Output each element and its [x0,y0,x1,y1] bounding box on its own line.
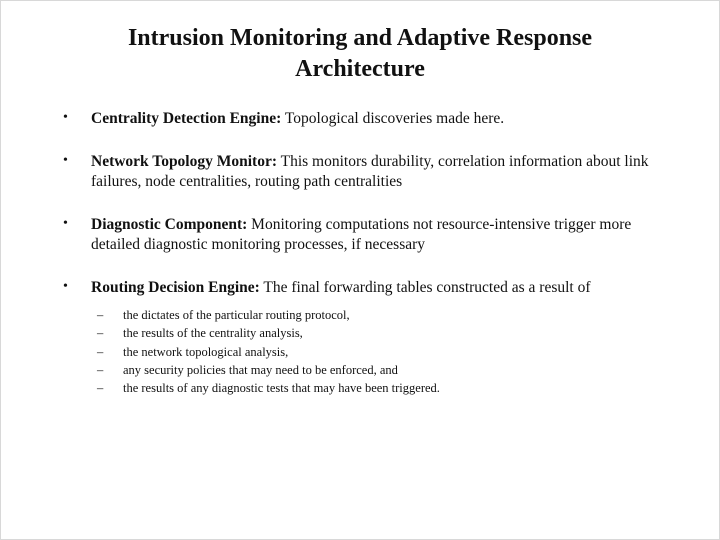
bullet-rest: The final forwarding tables constructed as a result of [259,278,591,296]
dash-marker: – [97,308,104,323]
dash-marker: – [97,344,104,359]
sub-bullet-item [97,306,677,324]
bullet-rest: This monitors durability, correlation information about link failures, node centralities, routing path centralities [91,153,649,191]
sub-bullet-text: the dictates of the particular routing protocol, [123,308,350,323]
bullet-text [91,109,677,129]
bullet-marker: • [63,153,68,169]
sub-bullet-item [97,343,677,361]
sub-bullet-text: the network topological analysis, [123,344,289,359]
sub-bullet-list [97,306,677,397]
bullet-item-diagnostic [63,215,677,255]
sub-bullet-text: any security policies that may need to be enforced, and [123,362,398,377]
bullet-marker: • [63,215,68,231]
bullet-rest: Monitoring computations not resource-intensive trigger more detailed diagnostic monitoring processes, if necessary [91,215,632,253]
dash-marker: – [97,326,104,341]
sub-bullet-text: the results of the centrality analysis, [123,326,303,341]
bullet-rest: Topological discoveries made here. [281,110,505,128]
sub-bullet-text: the results of any diagnostic tests that may have been triggered. [123,380,440,395]
bullet-lead: Centrality Detection Engine: [91,110,282,128]
bullet-marker: • [63,110,68,126]
bullet-text [91,215,677,255]
bullet-lead: Network Topology Monitor: [91,153,277,171]
bullet-lead: Routing Decision Engine: [91,278,260,296]
sub-bullet-item [97,324,677,342]
bullet-item-routing-decision [63,278,677,397]
slide-body [63,109,677,397]
dash-marker: – [97,362,104,377]
slide-title-line2: Architecture [295,56,425,83]
slide-title [1,23,719,85]
bullet-text [91,152,677,192]
bullet-item-topology-monitor [63,152,677,192]
sub-bullet-item [97,361,677,379]
sub-bullet-item [97,379,677,397]
dash-marker: – [97,380,104,395]
bullet-text [91,278,677,397]
bullet-lead: Diagnostic Component: [91,215,248,233]
bullet-marker: • [63,278,68,294]
bullet-item-centrality [63,109,677,129]
slide-title-line1: Intrusion Monitoring and Adaptive Response [127,25,593,51]
